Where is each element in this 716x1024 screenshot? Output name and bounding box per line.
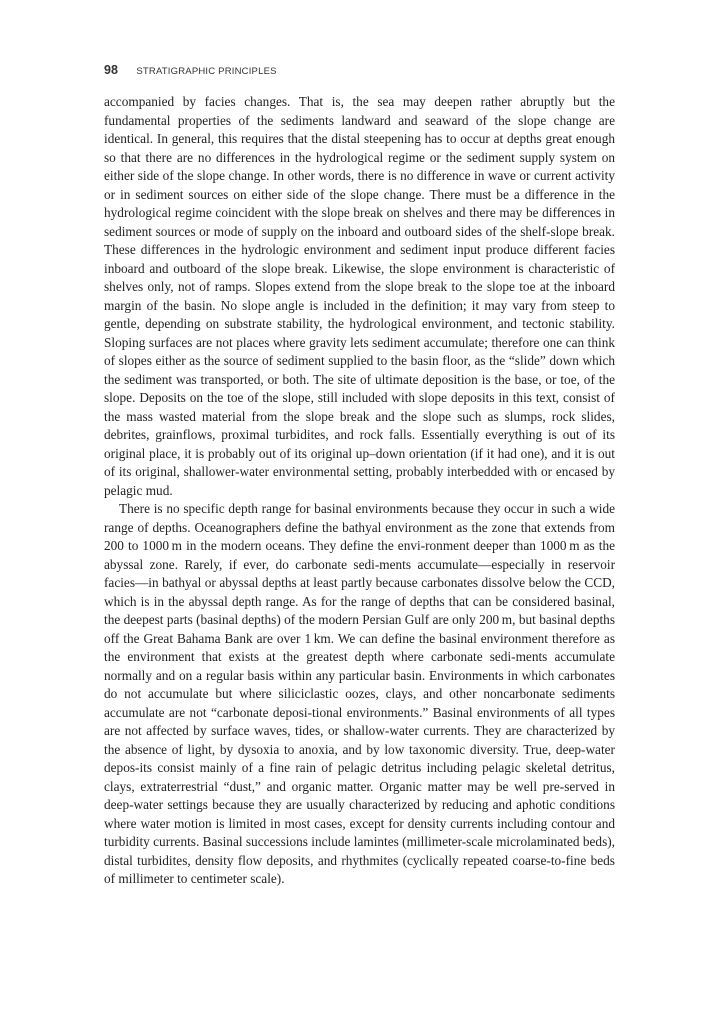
running-title: STRATIGRAPHIC PRINCIPLES xyxy=(136,66,277,77)
paragraph-basinal-environment: There is no specific depth range for basinal environments because they occur in such a wide range of depths. Oceanographers define the bathyal environment as the zone that extends from 200 to 1000 m in the modern oceans. They define the envi-ronment deeper than 1000 m as the abyssal zone. Rarely, if ever, do carbonate sedi-ments accumulate—especially in reservoir facies—in bathyal or abyssal depths at least partly because carbonates dissolve below the CCD, which is in the abyssal depth range. As for the range of depths that can be considered basinal, the deepest parts (basinal depths) of the modern Persian Gulf are only 200 m, but basinal depths off the Great Bahama Bank are over 1 km. We can define the basinal environment therefore as the environment that exists at the greatest depth where carbonate sedi-ments accumulate normally and on a regular basis within any particular basin. Environments in which carbonates do not accumulate but where siliciclastic oozes, clays, and other noncarbonate sediments accumulate are not “carbonate deposi-tional environments.” Basinal environments of all types are not affected by surface waves, tides, or shallow-water currents. They are characterized by the absence of light, by dysoxia to anoxia, and by low taxonomic diversity. True, deep-water depos-its consist mainly of a fine rain of pelagic detritus including pelagic skeletal detritus, clays, extraterrestrial “dust,” and organic matter. Organic matter may be well pre-served in deep-water settings because they are usually characterized by reducing and aphotic conditions where water motion is limited in most cases, except for density currents including contour and turbidity currents. Basinal successions include lamintes (millimeter-scale microlaminated beds), distal turbidites, density flow deposits, and rhythmites (cyclically repeated coarse-to-fine beds of millimeter to centimeter scale). xyxy=(104,501,615,886)
body-text xyxy=(104,93,615,889)
running-head xyxy=(104,61,277,79)
paragraph-slope-environment: accompanied by facies changes. That is, the sea may deepen rather abruptly but the fundamental properties of the sediments landward and seaward of the slope change are identical. In general, this requires that the distal steepening has to occur at depths great enough so that there are no differences in the hydrological regime or the sediment supply system on either side of the slope change. In other words, there is no difference in wave or current activity or in sediment sources on either side of the slope change. There must be a difference in the hydrological regime coincident with the slope break on shelves and there may be differences in sediment sources or mode of supply on the inboard and outboard sides of the shelf-slope break. These differences in the hydrologic environment and sediment input produce different facies inboard and outboard of the slope break. Likewise, the slope environment is characteristic of shelves only, not of ramps. Slopes extend from the slope break to the slope toe at the inboard margin of the basin. No slope angle is included in the definition; it may vary from steep to gentle, depending on substrate stability, the hydrological environment, and tectonic stability. Sloping surfaces are not places where gravity lets sediment accumulate; therefore one can think of slopes either as the source of sediment supplied to the basin floor, as the “slide” down which the sediment was transported, or both. The site of ultimate deposition is the base, or toe, of the slope. Deposits on the toe of the slope, still included with slope deposits in this text, consist of the mass wasted material from the slope break and the slope such as slumps, rock slides, debrites, grainflows, proximal turbidites, and rock falls. Essentially everything is out of its original place, it is probably out of its original up–down orientation (if it had one), and it is out of its original, shallower-water environmental setting, probably interbedded with or encased by pelagic mud. xyxy=(104,94,615,498)
page-number: 98 xyxy=(104,63,118,77)
